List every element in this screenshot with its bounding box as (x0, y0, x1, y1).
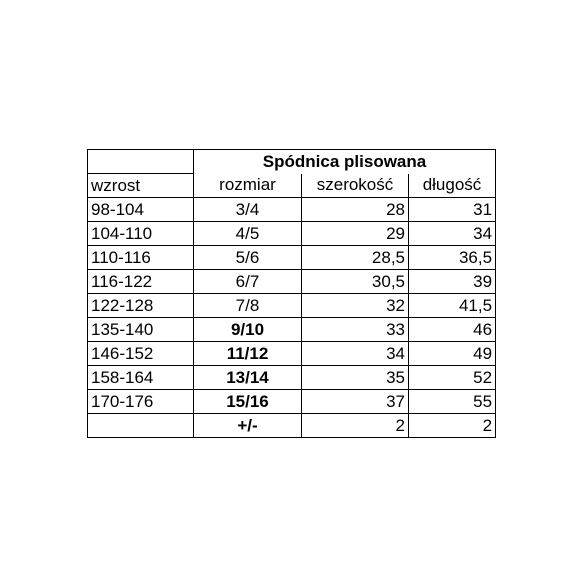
table-row (88, 246, 496, 270)
cell-dlugosc: 39 (409, 270, 496, 294)
tolerance-szerokosc: 2 (302, 414, 409, 438)
cell-wzrost: 158-164 (88, 366, 194, 390)
cell-wzrost: 110-116 (88, 246, 194, 270)
cell-rozmiar: 13/14 (194, 366, 302, 390)
tolerance-label: +/- (194, 414, 302, 438)
header-dlugosc: długość (409, 174, 496, 198)
cell-rozmiar: 11/12 (194, 342, 302, 366)
title-empty-cell (88, 150, 194, 174)
cell-rozmiar: 5/6 (194, 246, 302, 270)
cell-szerokosc: 37 (302, 390, 409, 414)
cell-szerokosc: 32 (302, 294, 409, 318)
table-row (88, 390, 496, 414)
tolerance-dlugosc: 2 (409, 414, 496, 438)
cell-wzrost: 122-128 (88, 294, 194, 318)
cell-dlugosc: 31 (409, 198, 496, 222)
table-row (88, 366, 496, 390)
cell-dlugosc: 49 (409, 342, 496, 366)
cell-wzrost: 98-104 (88, 198, 194, 222)
title-row (88, 150, 496, 174)
table-row (88, 270, 496, 294)
header-wzrost: wzrost (88, 174, 194, 198)
cell-wzrost: 104-110 (88, 222, 194, 246)
cell-szerokosc: 28 (302, 198, 409, 222)
cell-rozmiar: 9/10 (194, 318, 302, 342)
cell-wzrost: 135-140 (88, 318, 194, 342)
cell-rozmiar: 6/7 (194, 270, 302, 294)
cell-wzrost: 116-122 (88, 270, 194, 294)
table-row (88, 342, 496, 366)
cell-rozmiar: 4/5 (194, 222, 302, 246)
header-row (88, 174, 496, 198)
cell-szerokosc: 35 (302, 366, 409, 390)
table-row (88, 318, 496, 342)
cell-dlugosc: 55 (409, 390, 496, 414)
tolerance-row (88, 414, 496, 438)
cell-szerokosc: 34 (302, 342, 409, 366)
cell-dlugosc: 34 (409, 222, 496, 246)
cell-szerokosc: 30,5 (302, 270, 409, 294)
table-row (88, 198, 496, 222)
cell-rozmiar: 15/16 (194, 390, 302, 414)
header-rozmiar: rozmiar (194, 174, 302, 198)
cell-szerokosc: 29 (302, 222, 409, 246)
table-title: Spódnica plisowana (194, 150, 496, 174)
cell-rozmiar: 7/8 (194, 294, 302, 318)
cell-rozmiar: 3/4 (194, 198, 302, 222)
cell-wzrost: 146-152 (88, 342, 194, 366)
tolerance-empty-cell (88, 414, 194, 438)
cell-dlugosc: 36,5 (409, 246, 496, 270)
cell-dlugosc: 46 (409, 318, 496, 342)
cell-szerokosc: 33 (302, 318, 409, 342)
cell-wzrost: 170-176 (88, 390, 194, 414)
cell-dlugosc: 52 (409, 366, 496, 390)
header-szerokosc: szerokość (302, 174, 409, 198)
cell-dlugosc: 41,5 (409, 294, 496, 318)
size-table (87, 149, 496, 438)
table-row (88, 222, 496, 246)
table-row (88, 294, 496, 318)
cell-szerokosc: 28,5 (302, 246, 409, 270)
